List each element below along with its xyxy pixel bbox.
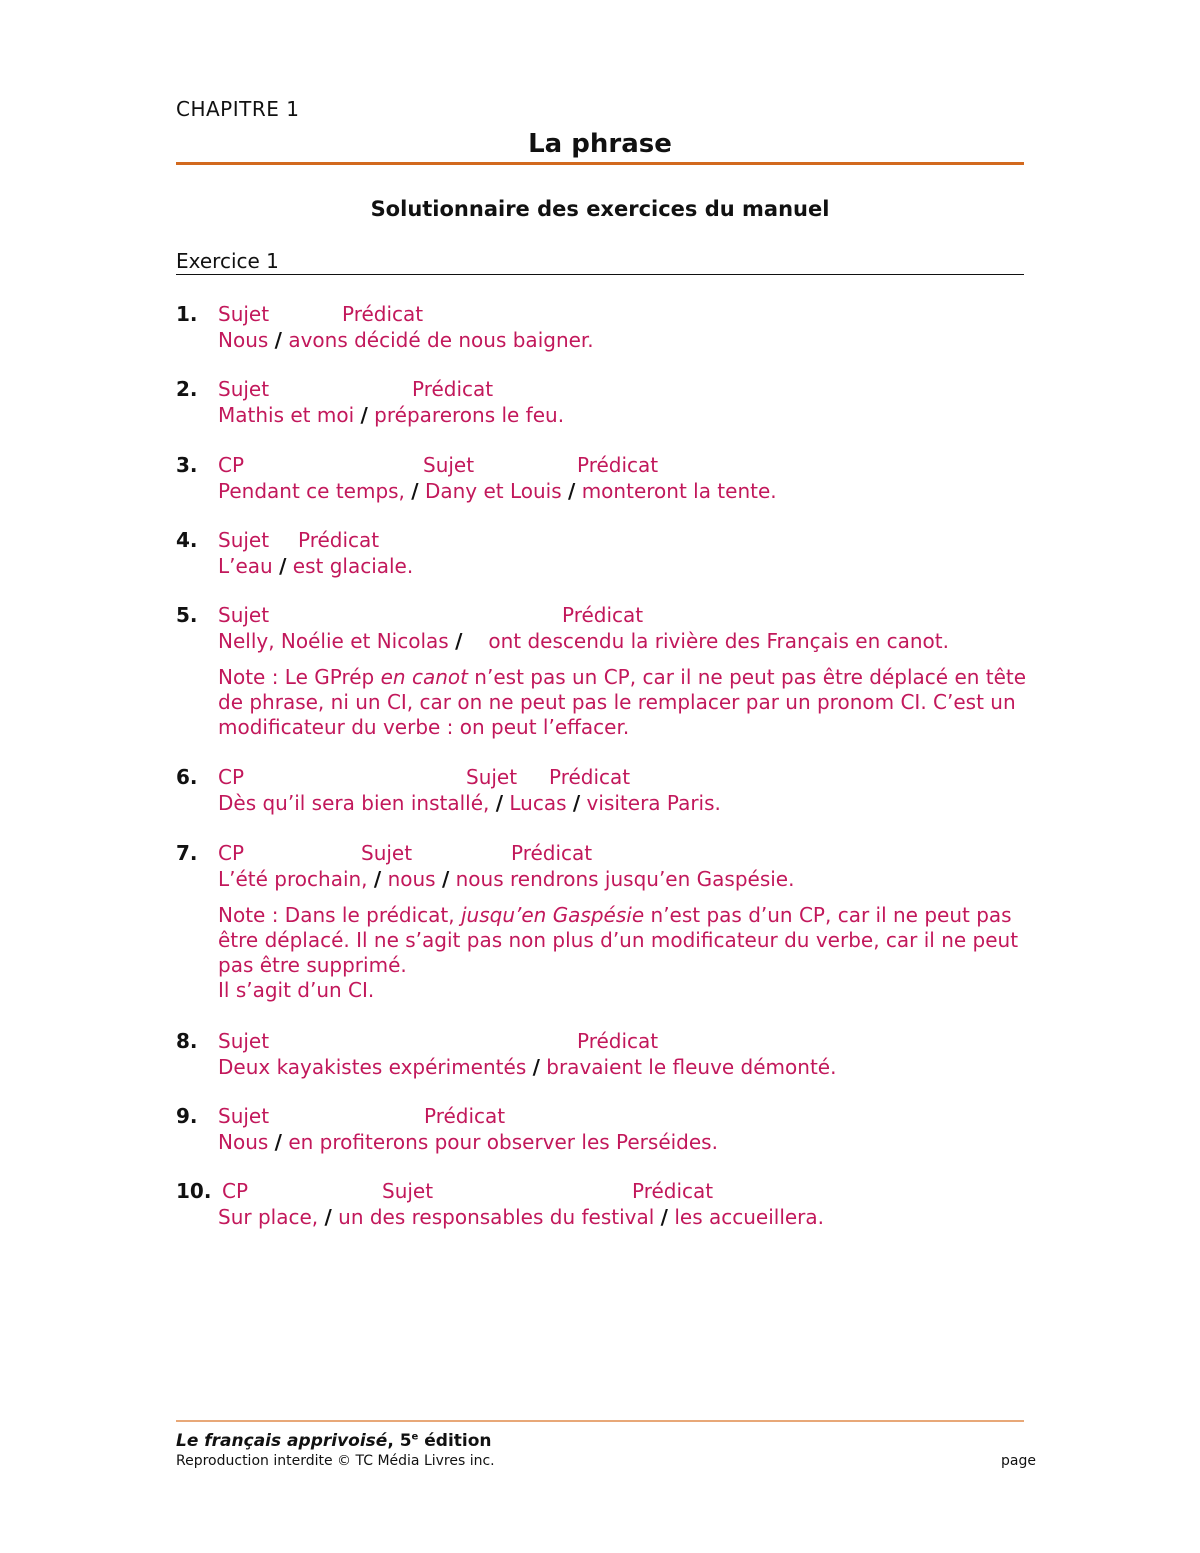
sentence: Mathis et moi / préparerons le feu. (218, 403, 565, 427)
label-predicat: Prédicat (562, 603, 644, 627)
title-divider (176, 162, 1024, 165)
exercise-divider (176, 274, 1024, 275)
label-predicat: Prédicat (577, 1029, 659, 1053)
label-predicat: Prédicat (342, 302, 424, 326)
sentence: Nous / en profiterons pour observer les Perséides. (218, 1130, 718, 1154)
item-number: 3. (176, 453, 198, 477)
exercise-heading: Exercice 1 (176, 249, 279, 273)
sentence: Pendant ce temps, / Dany et Louis / monteront la tente. (218, 479, 777, 503)
footer-divider (176, 1420, 1024, 1422)
footer-page-label: page (1001, 1453, 1036, 1469)
chapter-label: CHAPITRE 1 (176, 97, 300, 121)
item-number: 6. (176, 765, 198, 789)
item-number: 8. (176, 1029, 198, 1053)
label-cp: CP (218, 841, 245, 865)
label-sujet: Sujet (218, 1029, 270, 1053)
sentence: L’été prochain, / nous / nous rendrons jusqu’en Gaspésie. (218, 867, 795, 891)
sentence: Deux kayakistes expérimentés / bravaient le fleuve démonté. (218, 1055, 837, 1079)
label-predicat: Prédicat (632, 1179, 714, 1203)
label-predicat: Prédicat (424, 1104, 506, 1128)
label-sujet: Sujet (218, 302, 270, 326)
sentence: Dès qu’il sera bien installé, / Lucas / visitera Paris. (218, 791, 721, 815)
label-sujet: Sujet (382, 1179, 434, 1203)
label-sujet: Sujet (466, 765, 518, 789)
label-sujet: Sujet (218, 603, 270, 627)
label-cp: CP (218, 765, 245, 789)
label-predicat: Prédicat (549, 765, 631, 789)
note: Note : Dans le prédicat, jusqu’en Gaspésie n’est pas d’un CP, car il ne peut pas être déplacé. Il ne s’agit pas non plus d’un modificateur du verbe, car il ne peut pas être supprimé. Il s’agit d’un CI. (218, 903, 1019, 1002)
page-subtitle: Solutionnaire des exercices du manuel (370, 197, 830, 221)
label-predicat: Prédicat (298, 528, 380, 552)
item-number: 2. (176, 377, 198, 401)
label-sujet: Sujet (361, 841, 413, 865)
label-sujet: Sujet (218, 528, 270, 552)
label-sujet: Sujet (218, 1104, 270, 1128)
label-predicat: Prédicat (577, 453, 659, 477)
item-number: 9. (176, 1104, 198, 1128)
page-title: La phrase (528, 129, 672, 159)
sentence: Nous / avons décidé de nous baigner. (218, 328, 594, 352)
sentence: L’eau / est glaciale. (218, 554, 414, 578)
item-number: 5. (176, 603, 198, 627)
item-number: 10. (176, 1179, 212, 1203)
label-predicat: Prédicat (511, 841, 593, 865)
label-cp: CP (222, 1179, 249, 1203)
sentence: Sur place, / un des responsables du festival / les accueillera. (218, 1205, 825, 1229)
label-cp: CP (218, 453, 245, 477)
item-number: 1. (176, 302, 198, 326)
footer-reproduction: Reproduction interdite © TC Média Livres inc. (176, 1453, 495, 1469)
item-number: 4. (176, 528, 198, 552)
footer-book-title: Le français apprivoisé, 5e édition (176, 1431, 492, 1451)
label-sujet: Sujet (218, 377, 270, 401)
note: Note : Le GPrép en canot n’est pas un CP, car il ne peut pas être déplacé en tête de phrase, ni un CI, car on ne peut pas le remplacer par un pronom CI. C’est un modificateur du verbe : on peut l’effacer. (218, 665, 1027, 739)
label-predicat: Prédicat (412, 377, 494, 401)
label-sujet: Sujet (423, 453, 475, 477)
sentence: Nelly, Noélie et Nicolas / ont descendu la rivière des Français en canot. (218, 629, 949, 653)
item-number: 7. (176, 841, 198, 865)
